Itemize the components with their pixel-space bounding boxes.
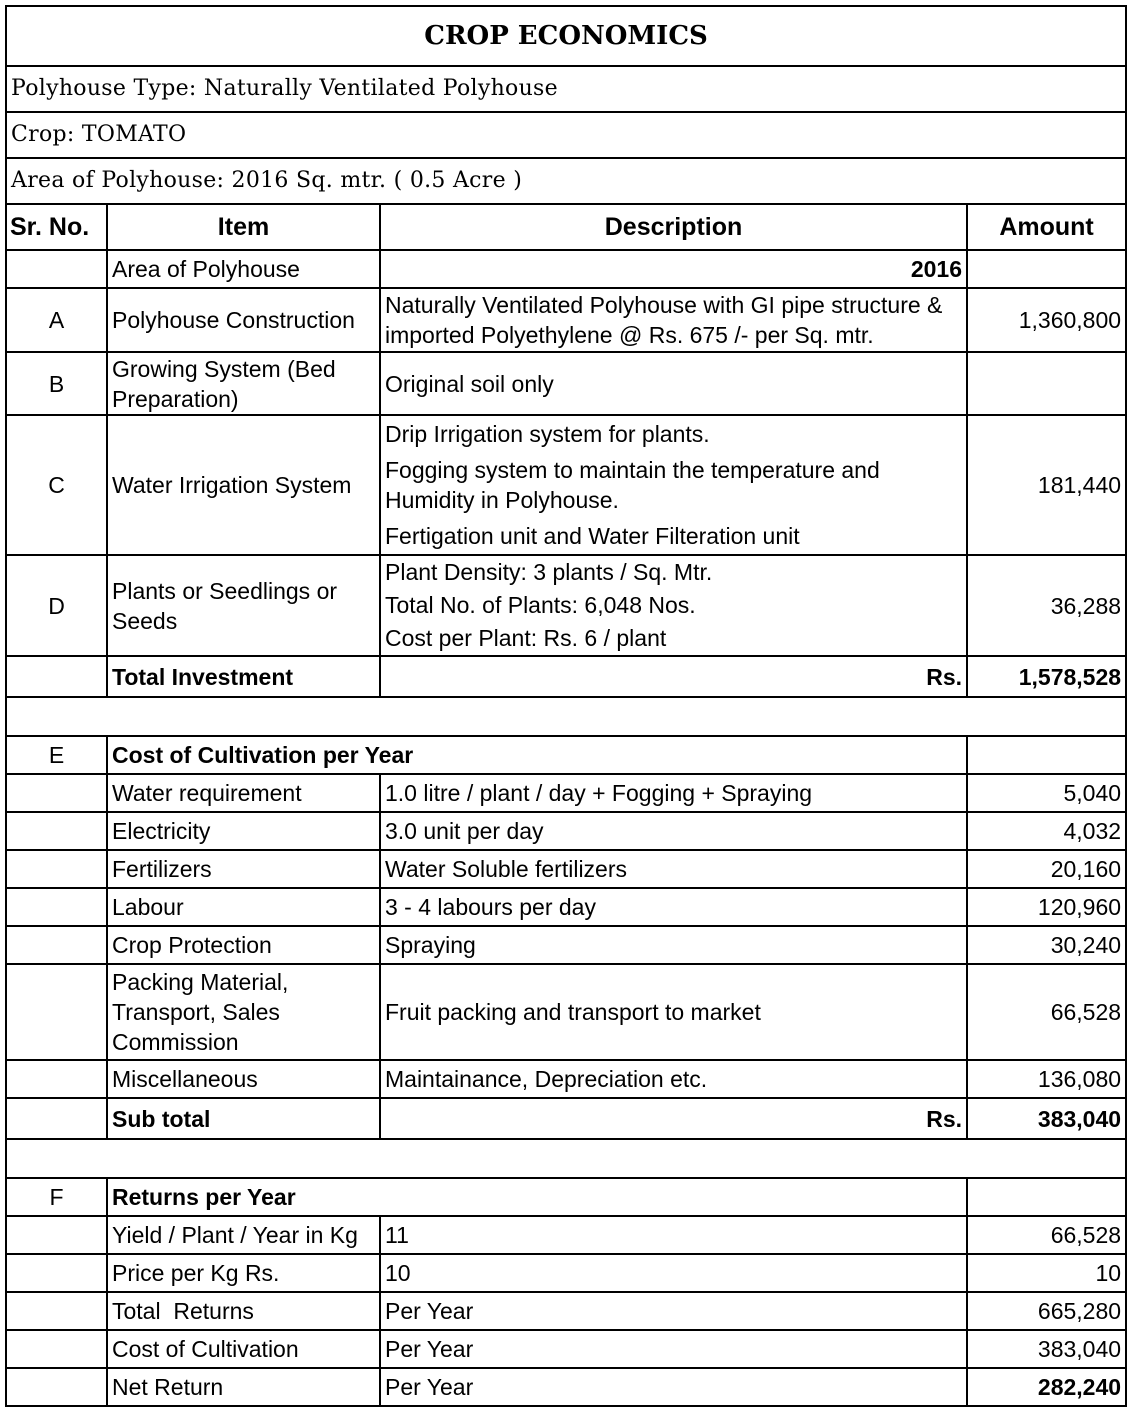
crop-text: Crop: TOMATO: [6, 112, 1126, 158]
area-text: Area of Polyhouse: 2016 Sq. mtr. ( 0.5 Acre ): [6, 158, 1126, 204]
returns-heading-row: [6, 1178, 1126, 1216]
sr-cell: [6, 926, 107, 964]
description-cell: 3.0 unit per day: [380, 812, 967, 850]
item-cell: Packing Material, Transport, Sales Commission: [107, 964, 380, 1060]
description-cell: 3 - 4 labours per day: [380, 888, 967, 926]
sr-cell: A: [6, 288, 107, 352]
subtotal-currency: Rs.: [380, 1098, 967, 1139]
item-cell: Area of Polyhouse: [107, 250, 380, 288]
info-row-area: [6, 158, 1126, 204]
sr-cell: F: [6, 1178, 107, 1216]
description-line: Total No. of Plants: 6,048 Nos.: [385, 592, 696, 618]
spacer-row: [6, 697, 1126, 736]
cultivation-row: [6, 964, 1126, 1060]
column-header-row: [6, 204, 1126, 250]
description-cell: Per Year: [380, 1292, 967, 1330]
amount-cell: 181,440: [967, 415, 1126, 555]
polyhouse-type-text: Polyhouse Type: Naturally Ventilated Polyhouse: [6, 66, 1126, 112]
item-cell: Polyhouse Construction: [107, 288, 380, 352]
description-cell: Maintainance, Depreciation etc.: [380, 1060, 967, 1098]
sr-cell: [6, 656, 107, 697]
sr-cell: [6, 1216, 107, 1254]
cultivation-row: [6, 812, 1126, 850]
subtotal-label: Sub total: [107, 1098, 380, 1139]
subtotal-amount: 383,040: [967, 1098, 1126, 1139]
amount-cell: 66,528: [967, 964, 1126, 1060]
description-line: Plant Density: 3 plants / Sq. Mtr.: [385, 559, 713, 585]
page-title: CROP ECONOMICS: [6, 6, 1126, 66]
item-cell: Cost of Cultivation: [107, 1330, 380, 1368]
returns-row: [6, 1216, 1126, 1254]
amount-cell: [967, 250, 1126, 288]
description-cell: 11: [380, 1216, 967, 1254]
total-investment-currency: Rs.: [380, 656, 967, 697]
description-cell: Per Year: [380, 1368, 967, 1406]
item-cell: Electricity: [107, 812, 380, 850]
amount-cell: 383,040: [967, 1330, 1126, 1368]
info-row-crop: [6, 112, 1126, 158]
item-cell: Net Return: [107, 1368, 380, 1406]
cultivation-row: [6, 926, 1126, 964]
subtotal-row: [6, 1098, 1126, 1139]
description-cell: [380, 415, 967, 555]
spacer-cell: [6, 697, 1126, 736]
item-cell: Total Returns: [107, 1292, 380, 1330]
description-line: Fertigation unit and Water Filteration unit: [385, 523, 800, 549]
amount-cell: 120,960: [967, 888, 1126, 926]
investment-row-c: [6, 415, 1126, 555]
description-cell: 1.0 litre / plant / day + Fogging + Spraying: [380, 774, 967, 812]
spacer-row: [6, 1139, 1126, 1178]
returns-row: [6, 1330, 1126, 1368]
description-cell: [380, 555, 967, 656]
sr-cell: [6, 850, 107, 888]
amount-cell: 665,280: [967, 1292, 1126, 1330]
item-cell: Crop Protection: [107, 926, 380, 964]
section-heading: Cost of Cultivation per Year: [107, 736, 967, 774]
sr-cell: [6, 964, 107, 1060]
item-cell: Water Irrigation System: [107, 415, 380, 555]
cultivation-row: [6, 850, 1126, 888]
item-cell: Yield / Plant / Year in Kg: [107, 1216, 380, 1254]
sr-cell: [6, 1098, 107, 1139]
sr-cell: [6, 1292, 107, 1330]
area-value-cell: 2016: [380, 250, 967, 288]
section-heading: Returns per Year: [107, 1178, 967, 1216]
sr-cell: C: [6, 415, 107, 555]
item-cell: Fertilizers: [107, 850, 380, 888]
sr-cell: [6, 1254, 107, 1292]
net-return-amount: 282,240: [967, 1368, 1126, 1406]
returns-row: [6, 1292, 1126, 1330]
description-cell: Water Soluble fertilizers: [380, 850, 967, 888]
returns-row: [6, 1254, 1126, 1292]
cultivation-row: [6, 888, 1126, 926]
sr-cell: B: [6, 352, 107, 415]
total-investment-row: [6, 656, 1126, 697]
header-item: Item: [107, 204, 380, 250]
sr-cell: D: [6, 555, 107, 656]
item-cell: Miscellaneous: [107, 1060, 380, 1098]
amount-cell: 5,040: [967, 774, 1126, 812]
investment-row-d: [6, 555, 1126, 656]
sr-cell: [6, 812, 107, 850]
investment-row-b: [6, 352, 1126, 415]
amount-cell: 36,288: [967, 555, 1126, 656]
cultivation-heading-row: [6, 736, 1126, 774]
description-cell: Spraying: [380, 926, 967, 964]
header-sr-no: Sr. No.: [6, 204, 107, 250]
sr-cell: [6, 1330, 107, 1368]
total-investment-label: Total Investment: [107, 656, 380, 697]
sr-cell: [6, 1060, 107, 1098]
sr-cell: [6, 888, 107, 926]
item-cell: Price per Kg Rs.: [107, 1254, 380, 1292]
item-cell: Labour: [107, 888, 380, 926]
crop-economics-table: [5, 5, 1127, 1407]
description-cell: 10: [380, 1254, 967, 1292]
cultivation-row: [6, 774, 1126, 812]
title-row: [6, 6, 1126, 66]
sr-cell: [6, 1368, 107, 1406]
area-of-polyhouse-row: [6, 250, 1126, 288]
description-cell: Per Year: [380, 1330, 967, 1368]
cultivation-row: [6, 1060, 1126, 1098]
description-cell: Original soil only: [380, 352, 967, 415]
amount-cell: [967, 736, 1126, 774]
item-cell: Plants or Seedlings or Seeds: [107, 555, 380, 656]
net-return-row: [6, 1368, 1126, 1406]
spacer-cell: [6, 1139, 1126, 1178]
description-line: Cost per Plant: Rs. 6 / plant: [385, 625, 667, 651]
item-cell: Growing System (Bed Preparation): [107, 352, 380, 415]
amount-cell: 20,160: [967, 850, 1126, 888]
investment-row-a: [6, 288, 1126, 352]
amount-cell: 30,240: [967, 926, 1126, 964]
info-row-polyhouse-type: [6, 66, 1126, 112]
description-line: Fogging system to maintain the temperature and Humidity in Polyhouse.: [385, 457, 880, 513]
description-cell: Fruit packing and transport to market: [380, 964, 967, 1060]
header-description: Description: [380, 204, 967, 250]
description-cell: Naturally Ventilated Polyhouse with GI pipe structure & imported Polyethylene @ Rs. 675 /- per Sq. mtr.: [380, 288, 967, 352]
amount-cell: 10: [967, 1254, 1126, 1292]
amount-cell: 4,032: [967, 812, 1126, 850]
sr-cell: [6, 250, 107, 288]
sr-cell: E: [6, 736, 107, 774]
total-investment-amount: 1,578,528: [967, 656, 1126, 697]
amount-cell: 66,528: [967, 1216, 1126, 1254]
sr-cell: [6, 774, 107, 812]
amount-cell: 136,080: [967, 1060, 1126, 1098]
amount-cell: 1,360,800: [967, 288, 1126, 352]
amount-cell: [967, 1178, 1126, 1216]
amount-cell: [967, 352, 1126, 415]
description-line: Drip Irrigation system for plants.: [385, 421, 710, 447]
item-cell: Water requirement: [107, 774, 380, 812]
header-amount: Amount: [967, 204, 1126, 250]
